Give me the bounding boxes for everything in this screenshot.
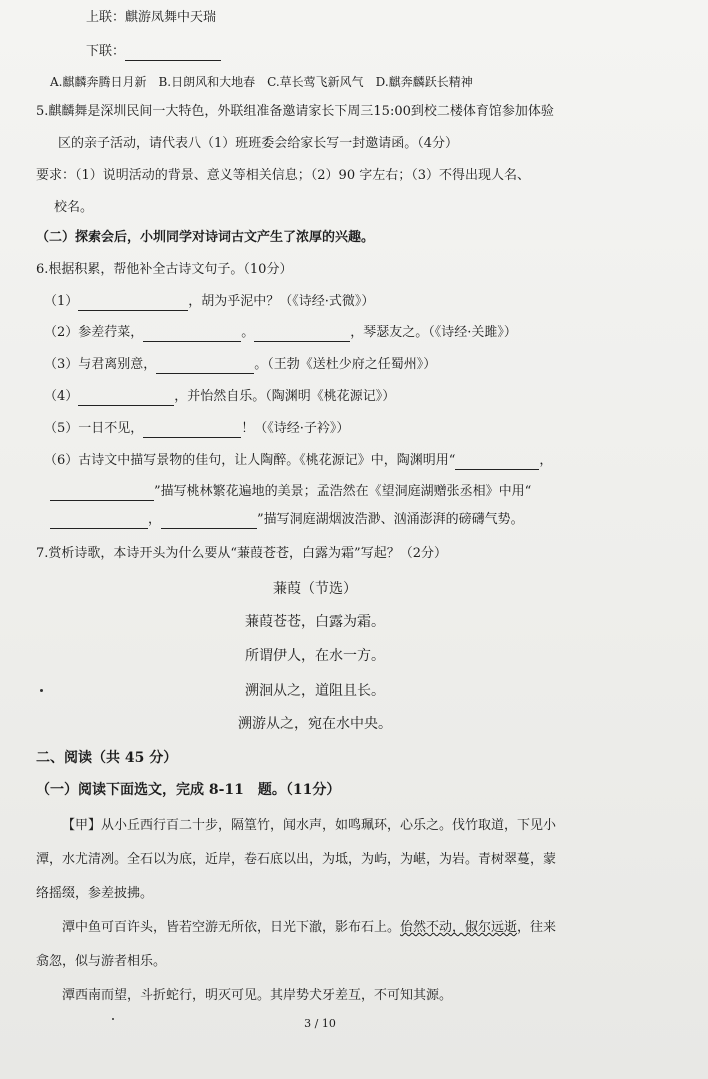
reading-heading: 二、阅读（共 45 分） [36,750,178,766]
passage-p2-line-1 [62,920,556,936]
poem-line-2: 所谓伊人，在水一方。 [245,648,385,664]
q6-item-2-mid: 。 [241,325,255,340]
q6-item-6-comma: ， [539,453,553,468]
q6-blank-2b[interactable] [254,325,350,342]
q6-item-1 [44,294,374,311]
couplet-lower-label: 下联： [86,44,126,59]
poem-line-4: 溯游从之，宛在水中央。 [238,716,392,732]
passage-p3: 潭西南而望，斗折蛇行，明灭可见。其岸势犬牙差互，不可知其源。 [62,988,453,1003]
q6-item-6-line-2 [50,484,531,501]
passage-p2-text-c: ，往来 [517,920,557,935]
q5-line-2: 区的亲子活动，请代表八（1）班班委会给家长写一封邀请函。（4分） [58,136,459,151]
poem-line-1: 蒹葭苍苍，白露为霜。 [245,614,385,630]
stray-dot [40,689,43,692]
q6-blank-6c[interactable] [50,512,148,529]
couplet-blank[interactable] [125,44,221,61]
passage-p2-line-2: 翕忽，似与游者相乐。 [36,954,167,969]
q6-blank-6b[interactable] [50,484,154,501]
q6-item-6-line-3 [50,512,524,529]
q6-item-1-suffix: ，胡为乎泥中？（《诗经·式微》） [188,294,375,309]
q4-options: A.麒麟奔腾日月新 B.日朗风和大地春 C.草长莺飞新风气 D.麒奔麟跃长精神 [50,75,473,89]
q6-item-6-suffix: ”描写洞庭湖烟波浩渺、汹涌澎湃的磅礴气势。 [257,512,524,527]
passage-p2-underlined: 佁然不动，俶尔远逝 [400,920,518,935]
q6-item-6-comma-2: ， [148,512,162,527]
q6-item-6-mid: ”描写桃林繁花遍地的美景；孟浩然在《望洞庭湖赠张丞相》中用“ [154,484,532,499]
q5-requirement-1: 要求：（1）说明活动的背景、意义等相关信息；（2）90 字左右；（3）不得出现人名、 [36,168,530,183]
poem-title: 蒹葭（节选） [273,581,357,597]
q6-blank-1[interactable] [78,294,188,311]
q6-blank-3[interactable] [156,357,254,374]
q6-item-4-suffix: ，并怡然自乐。（陶渊明《桃花源记》） [174,389,396,404]
section-2-heading: （二）探索会后，小圳同学对诗词古文产生了浓厚的兴趣。 [36,230,375,245]
q6-item-3-suffix: 。（王勃《送杜少府之任蜀州》） [254,357,437,372]
passage-p2-text-a: 潭中鱼可百许头，皆若空游无所依，日光下澈，影布石上。 [62,920,401,935]
q5-line-1: 5.麒麟舞是深圳民间一大特色，外联组准备邀请家长下周三15:00到校二楼体育馆参加体验 [36,104,554,119]
couplet-lower [86,44,221,61]
q6-blank-6d[interactable] [161,512,257,529]
q6-title: 6.根据积累，帮他补全古诗文句子。（10分） [36,262,293,277]
q6-item-5-suffix: ！（《诗经·子衿》） [241,421,350,436]
q6-item-4-prefix: （4） [44,389,79,404]
q6-item-5 [44,421,349,438]
q6-item-6-line-1 [44,453,552,470]
q6-item-2 [44,325,517,342]
q6-item-5-prefix: （5）一日不见， [44,421,144,436]
q6-item-3 [44,357,436,374]
passage-p1-line-1: 【甲】从小丘西行百二十步，隔篁竹，闻水声，如鸣珮环，心乐之。伐竹取道，下见小 [62,818,557,833]
q5-requirement-2: 校名。 [54,200,94,215]
q6-item-4 [44,389,395,406]
q7-question: 7.赏析诗歌，本诗开头为什么要从“蒹葭苍苍，白露为霜”写起？（2分） [36,546,447,561]
passage-p1-line-3: 络摇缀，参差披拂。 [36,886,154,901]
q6-blank-5[interactable] [143,421,241,438]
q6-item-1-prefix: （1） [44,294,79,309]
q6-item-2-prefix: （2）参差荇菜， [44,325,144,340]
q6-item-3-prefix: （3）与君离别意， [44,357,157,372]
reading-subheading: （一）阅读下面选文，完成 8-11 题。（11分） [36,782,341,798]
q6-item-2-suffix: ，琴瑟友之。（《诗经·关雎》） [350,325,517,340]
q6-blank-2a[interactable] [143,325,241,342]
q6-blank-4[interactable] [78,389,174,406]
passage-p1-line-2: 潭，水尤清冽。全石以为底，近岸，卷石底以出，为坻，为屿，为嵁，为岩。青树翠蔓，蒙 [36,852,557,867]
poem-line-3: 溯洄从之，道阻且长。 [245,683,385,699]
page-number: 3 / 10 [304,1017,336,1030]
q6-item-6-prefix: （6）古诗文中描写景物的佳句，让人陶醉。《桃花源记》中，陶渊明用“ [44,453,456,468]
q6-blank-6a[interactable] [455,453,539,470]
couplet-upper: 上联：麒游凤舞中天瑞 [86,10,217,25]
